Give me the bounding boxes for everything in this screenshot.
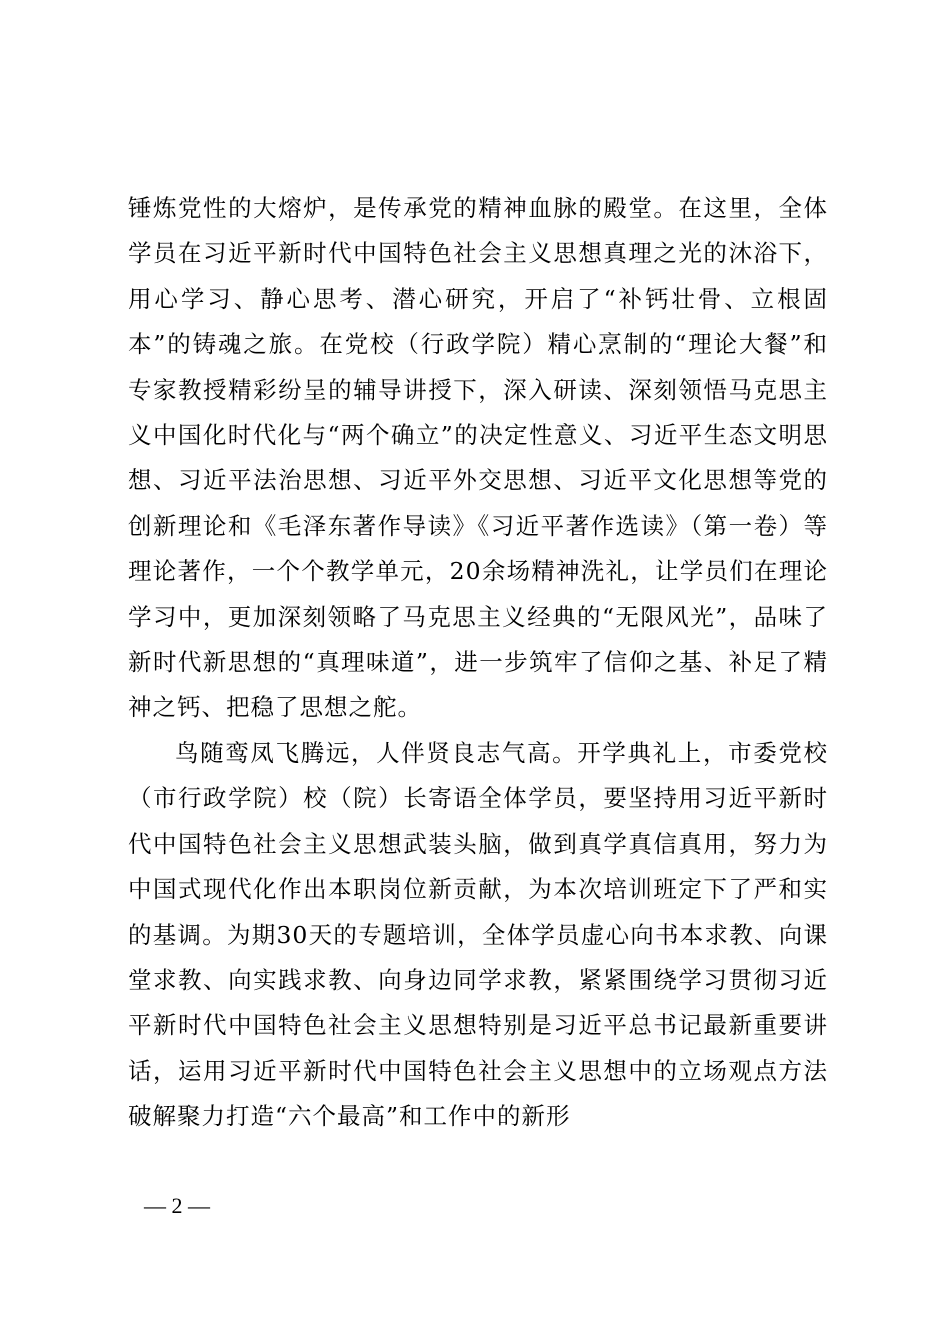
page-number: — 2 — bbox=[144, 1193, 210, 1218]
paragraph-opening-ceremony: 鸟随鸾凤飞腾远，人伴贤良志气高。开学典礼上，市委党校（市行政学院）校（院）长寄语全体学员，要坚持用习近平新时代中国特色社会主义思想武装头脑，做到真学真信真用，努力为中国式现代化作出本职岗位新贡献，为本次培训班定下了严和实的基调。为期30天的专题培训，全体学员虚心向书本求教、向课堂求教、向实践求教、向身边同学求教，紧紧围绕学习贯彻习近平新时代中国特色社会主义思想特别是习近平总书记最新重要讲话，运用习近平新时代中国特色社会主义思想中的立场观点方法破解聚力打造“六个最高”和工作中的新形 bbox=[128, 738, 828, 1131]
paragraph-continued: 锤炼党性的大熔炉，是传承党的精神血脉的殿堂。在这里，全体学员在习近平新时代中国特色社会主义思想真理之光的沐浴下，用心学习、静心思考、潜心研究，开启了“补钙壮骨、立根固本”的铸魂之旅。在党校（行政学院）精心烹制的“理论大餐”和专家教授精彩纷呈的辅导讲授下，深入研读、深刻领悟马克思主义中国化时代化与“两个确立”的决定性意义、习近平生态文明思想、习近平法治思想、习近平外交思想、习近平文化思想等党的创新理论和《毛泽东著作导读》《习近平著作选读》（第一卷）等理论著作，一个个教学单元，20余场精神洗礼，让学员们在理论学习中，更加深刻领略了马克思主义经典的“无限风光”，品味了新时代新思想的“真理味道”，进一步筑牢了信仰之基、补足了精神之钙、把稳了思想之舵。 bbox=[128, 194, 828, 722]
body-text bbox=[128, 186, 828, 1140]
